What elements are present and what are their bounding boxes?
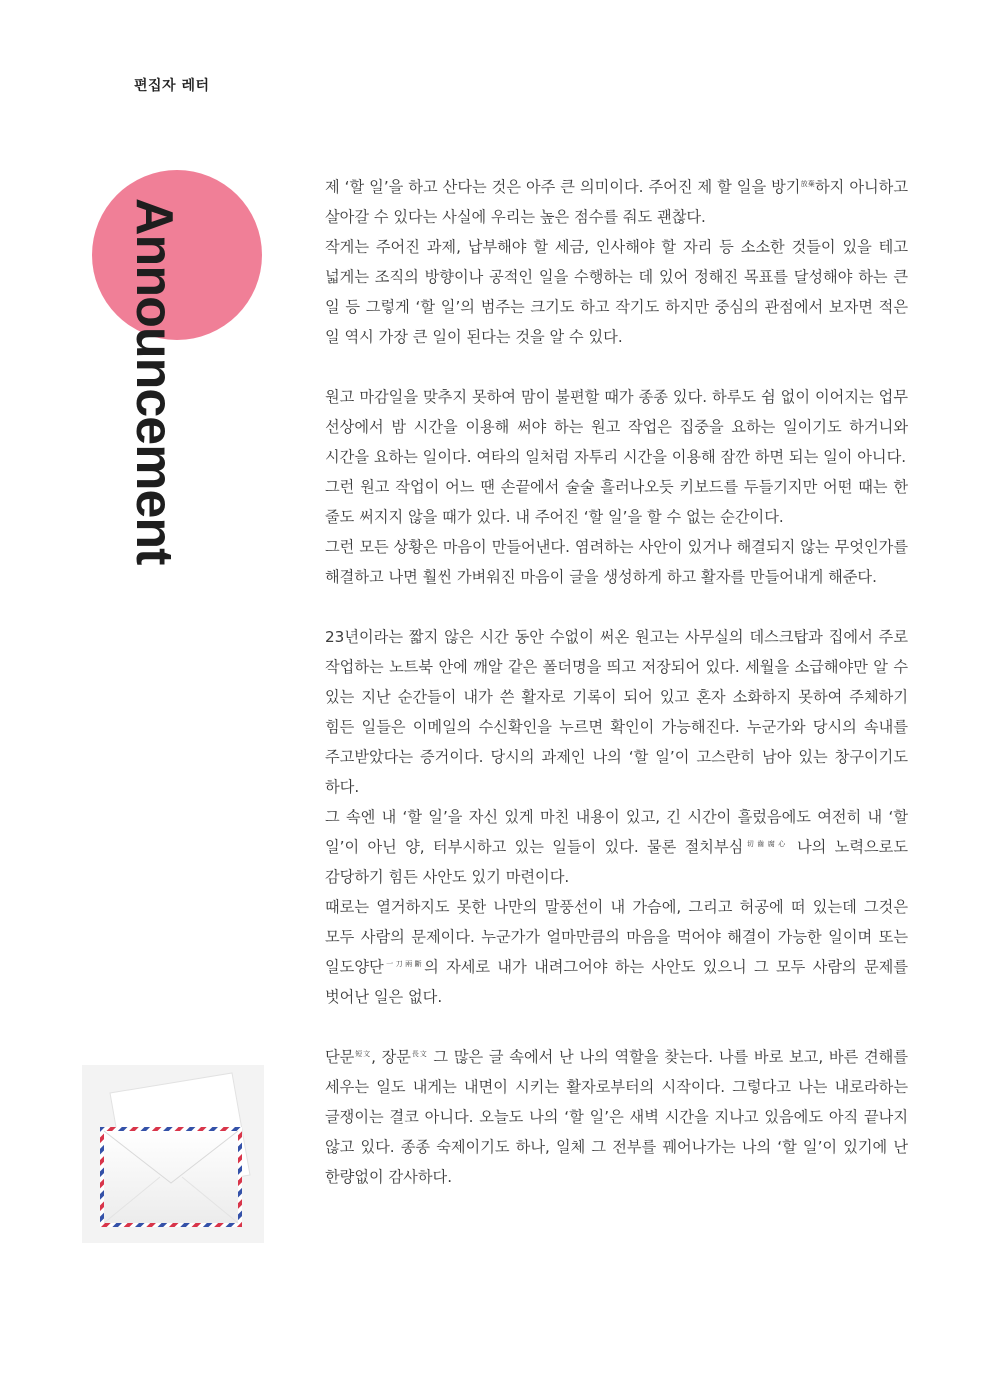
article-paragraph — [325, 622, 908, 802]
paragraph-text: 때로는 열거하지도 못한 나만의 말풍선이 내 가슴에, 그리고 허공에 떠 있는데 그것은 모두 사람의 문제이다. 누군가가 얼마만큼의 마음을 먹어야 해결이 가능한 일이며 또는 일도양단 — [325, 898, 908, 976]
paragraph-text: 그런 모든 상황은 마음이 만들어낸다. 염려하는 사안이 있거나 해결되지 않는 무엇인가를 해결하고 나면 훨씬 가벼워진 마음이 글을 생성하게 하고 활자를 만들어내게 해준다. — [325, 538, 908, 586]
paragraph-text: 그런 원고 작업이 어느 땐 손끝에서 술술 흘러나오듯 키보드를 두들기지만 어떤 때는 한 줄도 써지지 않을 때가 있다. 내 주어진 ‘할 일’을 할 수 없는 순간이다. — [325, 478, 908, 526]
hanja-annotation: 一刀兩斷 — [383, 959, 425, 968]
hanja-annotation: 放棄 — [800, 179, 815, 188]
paragraph-text: 작게는 주어진 과제, 납부해야 할 세금, 인사해야 할 자리 등 소소한 것들이 있을 테고 넓게는 조직의 방향이나 공적인 일을 수행하는 데 있어 정해진 목표를 달성해야 하는 큰 일 등 그렇게 ‘할 일’의 범주는 크기도 하고 작기도 하지만 중심의 관점에서 보자면 적은 일 역시 가장 큰 일이 된다는 것을 알 수 있다. — [325, 238, 908, 346]
paragraph-text: 제 ‘할 일’을 하고 산다는 것은 아주 큰 의미이다. 주어진 제 할 일을 방기 — [325, 178, 801, 196]
article-paragraph — [325, 382, 908, 472]
paragraph-text: 그 많은 글 속에서 난 나의 역할을 찾는다. 나를 바로 보고, 바른 견해를 세우는 일도 내게는 내면이 시키는 활자로부터의 시작이다. 그렇다고 나는 내로라하는 글쟁이는 결코 아니다. 오늘도 나의 ‘할 일’은 새벽 시간을 지나고 있음에도 아직 끝나지 않고 있다. 종종 숙제이기도 하나, 일체 그 전부를 꿰어나가는 나의 ‘할 일’이 있기에 난 한량없이 감사하다. — [325, 1048, 908, 1186]
article-paragraph — [325, 892, 908, 1012]
paragraph-text: 그 속엔 내 ‘할 일’을 자신 있게 마친 내용이 있고, 긴 시간이 흘렀음에도 여전히 내 ‘할 일’이 아닌 양, 터부시하고 있는 일들이 있다. 물론 절치부심 — [325, 808, 908, 856]
article-body — [325, 172, 908, 1192]
hanja-annotation: 切齒腐心 — [743, 839, 789, 848]
paragraph-text: 단문 — [325, 1048, 355, 1066]
article-paragraph — [325, 1042, 908, 1192]
paragraph-text: 의 자세로 내가 내려그어야 하는 사안도 있으니 그 모두 사람의 문제를 벗어난 일은 없다. — [325, 958, 909, 1006]
airmail-envelope-image — [82, 1065, 264, 1243]
hanja-annotation: 短文 — [354, 1049, 372, 1058]
article-paragraph — [325, 172, 908, 232]
article-paragraph — [325, 472, 908, 532]
paragraph-spacer — [325, 1012, 908, 1042]
article-paragraph — [325, 802, 908, 892]
article-paragraph — [325, 232, 908, 352]
paragraph-text: 원고 마감일을 맞추지 못하여 맘이 불편할 때가 종종 있다. 하루도 쉼 없이 이어지는 업무 선상에서 밤 시간을 이용해 써야 하는 원고 작업은 집중을 요하는 일이기도 하거니와 시간을 요하는 일이다. 여타의 일처럼 자투리 시간을 이용해 잠깐 하면 되는 일이 아니다. — [325, 388, 908, 466]
paragraph-text: 나의 노력으로도 감당하기 힘든 사안도 있기 마련이다. — [325, 838, 909, 886]
paragraph-text: , 장문 — [371, 1048, 411, 1066]
envelope-illustration — [82, 1065, 264, 1243]
section-label: 편집자 레터 — [134, 78, 210, 94]
paragraph-text: 하지 아니하고 살아갈 수 있다는 사실에 우리는 높은 점수를 줘도 괜찮다. — [325, 178, 909, 226]
paragraph-spacer — [325, 352, 908, 382]
paragraph-text: 23년이라는 짧지 않은 시간 동안 수없이 써온 원고는 사무실의 데스크탑과 집에서 주로 작업하는 노트북 안에 깨알 같은 폴더명을 띄고 저장되어 있다. 세월을 소급해야만 알 수 있는 지난 순간들이 내가 쓴 활자로 기록이 되어 있고 혼자 소화하지 못하여 주체하기 힘든 일들은 이메일의 수신확인을 누르면 확인이 가능해진다. 누군가와 당시의 속내를 주고받았다는 증거이다. 당시의 과제인 나의 ‘할 일’이 고스란히 남아 있는 창구이기도 하다. — [325, 628, 908, 796]
article-paragraph — [325, 532, 908, 592]
hanja-annotation: 長文 — [410, 1049, 428, 1058]
page-title: Announcement — [125, 198, 183, 565]
paragraph-spacer — [325, 592, 908, 622]
